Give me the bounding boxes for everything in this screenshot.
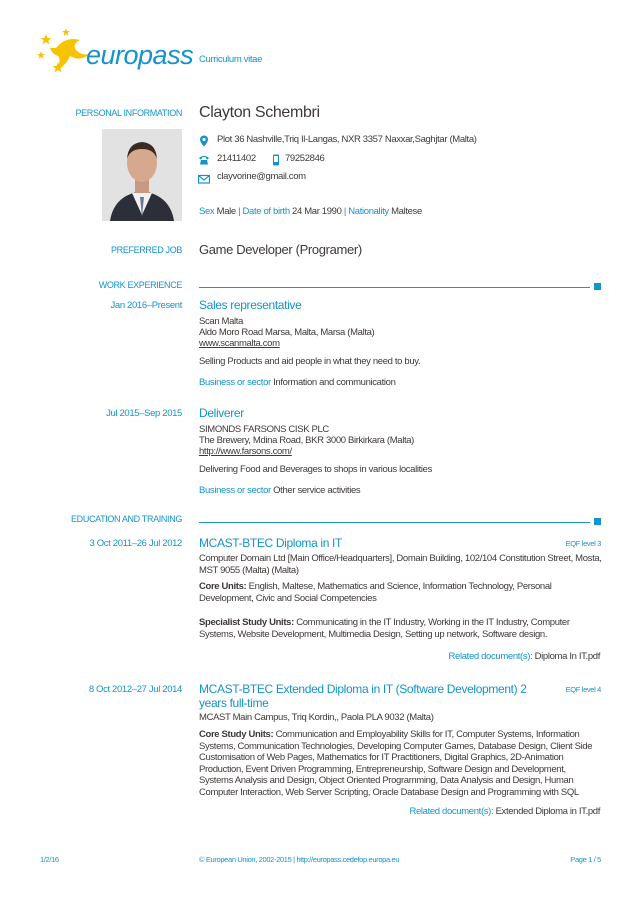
work-description: Delivering Food and Beverages to shops in various localities — [199, 464, 433, 475]
section-label-preferred-job: PREFERRED JOB — [111, 245, 182, 255]
related-document-file[interactable]: Diploma In IT.pdf — [534, 651, 600, 662]
specialist-units-text: Communicating in the IT Industry, Working in the IT Industry, Computer Systems, Website Development, Multimedia Design, Setting up network, Software design. — [199, 617, 570, 640]
work-address: The Brewery, Mdina Road, BKR 3000 Birkirkara (Malta) — [199, 435, 414, 446]
sector-label: Business or sector — [199, 485, 271, 496]
core-units-label: Core Units: — [199, 581, 247, 592]
sector-label: Business or sector — [199, 377, 271, 388]
work-sector — [199, 485, 360, 497]
personal-details — [199, 206, 422, 218]
dob-label: Date of birth — [242, 206, 290, 217]
mobile-number: 79252846 — [285, 153, 325, 164]
separator: | — [343, 206, 346, 217]
section-label-work: WORK EXPERIENCE — [98, 280, 182, 290]
related-documents-label: Related document(s): — [448, 651, 533, 662]
education-core-units — [199, 729, 602, 798]
address: Plot 36 Nashville,Triq Il-Langas, NXR 3357 Naxxar,Saghjtar (Malta) — [217, 134, 477, 145]
email: clayvorine@gmail.com — [217, 171, 306, 182]
footer-date: 1/2/16 — [40, 855, 59, 864]
related-document-file[interactable]: Extended Diploma in IT.pdf — [495, 806, 600, 817]
work-address: Aldo Moro Road Marsa, Malta, Marsa (Malta) — [199, 327, 375, 338]
phone-number: 21411402 — [217, 153, 256, 164]
person-name: Clayton Schembri — [199, 104, 320, 121]
sector-value: Information and communication — [273, 377, 396, 388]
footer-copyright[interactable]: © European Union, 2002-2015 | http://europass.cedefop.europa.eu — [199, 855, 400, 864]
logo-text: europass — [86, 40, 194, 70]
dob-value: 24 Mar 1990 — [292, 206, 342, 217]
related-documents — [409, 806, 600, 817]
section-label-education: EDUCATION AND TRAINING — [71, 514, 182, 524]
sector-value: Other service activities — [273, 485, 361, 496]
specialist-units-label: Specialist Study Units: — [199, 617, 294, 628]
profile-photo — [102, 129, 182, 221]
nationality-value: Maltese — [391, 206, 422, 217]
education-institution: Computer Domain Ltd [Main Office/Headquarters], Domain Building, 102/104 Constitution Street, Mosta, MST 9055 (Malta) (Malta) — [199, 553, 602, 576]
separator: | — [238, 206, 241, 217]
work-role: Deliverer — [199, 406, 244, 420]
document-title: Curriculum vitae — [199, 54, 263, 65]
education-core-units — [199, 581, 602, 604]
education-title: MCAST-BTEC Extended Diploma in IT (Software Development) 2 years full-time — [199, 682, 527, 710]
education-dates: 8 Oct 2012–27 Jul 2014 — [88, 684, 182, 695]
section-label-personal: PERSONAL INFORMATION — [75, 108, 182, 118]
core-units-text: English, Maltese, Mathematics and Science, Information Technology, Personal Development, Civic and Social Competencies — [199, 581, 552, 604]
work-dates: Jan 2016–Present — [110, 300, 182, 311]
section-divider — [199, 522, 590, 523]
work-description: Selling Products and aid people in what they need to buy. — [199, 356, 421, 367]
eqf-level: EQF level 3 — [565, 539, 601, 548]
education-title: MCAST-BTEC Diploma in IT — [199, 536, 342, 550]
related-documents — [449, 651, 600, 662]
sex-value: Male — [216, 206, 236, 217]
work-website-link[interactable]: www.scanmalta.com — [199, 338, 280, 349]
work-website-link[interactable]: http://www.farsons.com/ — [199, 446, 292, 457]
nationality-label: Nationality — [348, 206, 389, 217]
phone-icon — [198, 154, 210, 166]
location-icon — [198, 135, 210, 147]
work-dates: Jul 2015–Sep 2015 — [106, 408, 182, 419]
section-marker — [594, 283, 601, 290]
education-specialist-units — [199, 617, 602, 640]
education-institution: MCAST Main Campus, Triq Kordin,, Paola PLA 9032 (Malta) — [199, 712, 434, 723]
related-documents-label: Related document(s): — [409, 806, 494, 817]
email-icon — [198, 173, 210, 185]
mobile-icon — [270, 154, 282, 166]
core-units-label: Core Study Units: — [199, 729, 274, 740]
europass-logo — [36, 26, 194, 76]
footer-page-number: Page 1 / 5 — [570, 855, 601, 864]
work-role: Sales representative — [199, 298, 302, 312]
eqf-level: EQF level 4 — [565, 685, 601, 694]
section-marker — [594, 518, 601, 525]
work-employer: SIMONDS FARSONS CISK PLC — [199, 424, 329, 435]
preferred-job-value: Game Developer (Programer) — [199, 242, 362, 257]
work-employer: Scan Malta — [199, 316, 244, 327]
sex-label: Sex — [199, 206, 215, 217]
work-sector — [199, 377, 396, 389]
core-units-text: Communication and Employability Skills for IT, Computer Systems, Information Systems, Communication Technologies, Developing Computer Games, Database Design, Client Side Customisation of Web Pages, Mathematics for IT Practitioners, Digital Graphics, 2D-Animation Production, Event Driven Programming, Entrepreneurship, Software Design and Development, Systems Analysis and Design, Object Oriented Programming, Data Analysis and Design, Human Computer Interaction, Web Server Scripting, Oracle Database Design and Programming with SQL — [199, 729, 593, 798]
section-divider — [199, 287, 590, 288]
education-dates: 3 Oct 2011–26 Jul 2012 — [89, 538, 182, 549]
